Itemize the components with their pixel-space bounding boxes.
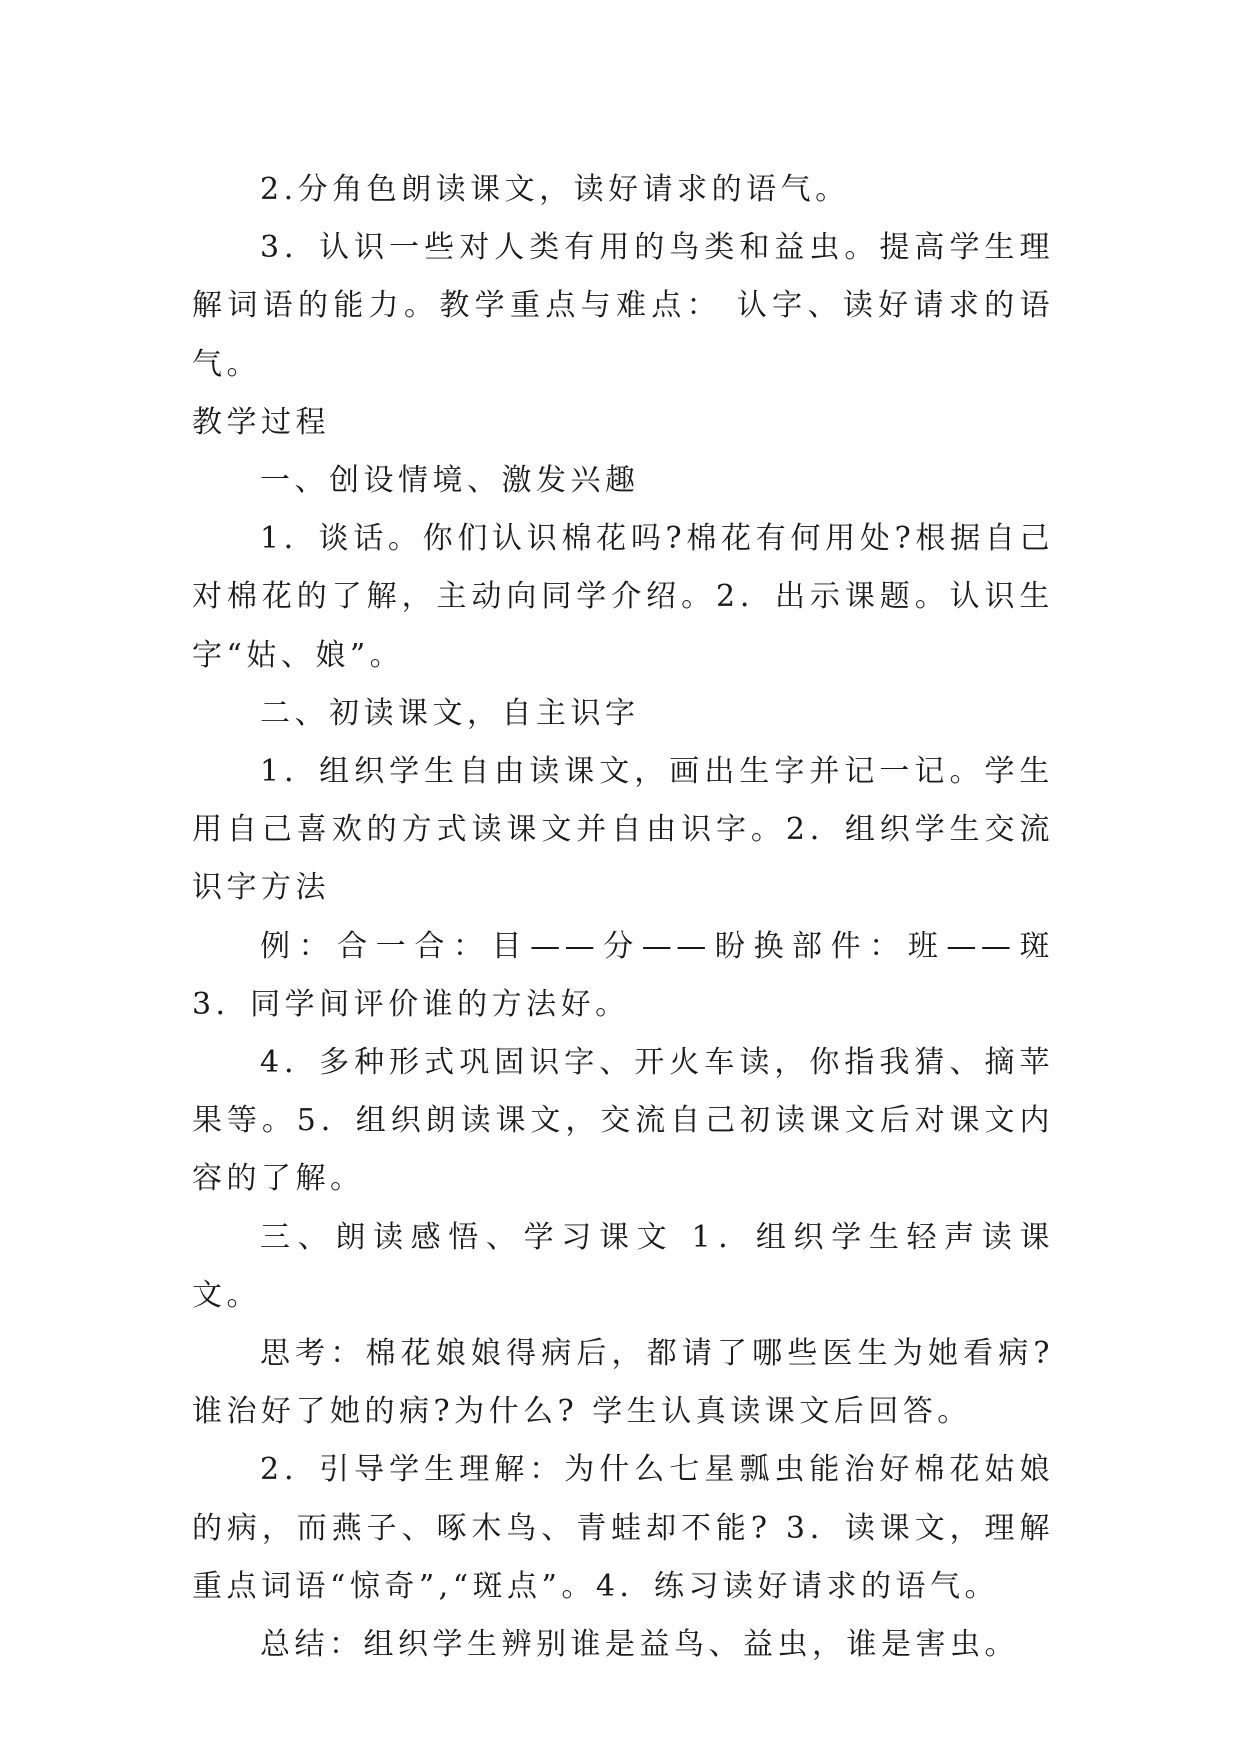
paragraph-step-1: 1．谈话。你们认识棉花吗?棉花有何用处?根据自己对棉花的了解，主动向同学介绍。2．出示课题。认识生字“姑、娘”。 [192,521,1054,673]
section-heading-3: 三、朗读感悟、学习课文 1．组织学生轻声读课文。 [192,1219,1054,1313]
paragraph-guidance: 2．引导学生理解：为什么七星瓢虫能治好棉花姑娘的病，而燕子、啄木鸟、青蛙却不能? 3．读课文，理解重点词语“惊奇”,“斑点”。4．练习读好请求的语气。 [192,1452,1054,1604]
paragraph-thinking: 思考：棉花娘娘得病后，都请了哪些医生为她看病?谁治好了她的病?为什么? 学生认真读课文后回答。 [192,1336,1054,1430]
paragraph-objective-3: 3．认识一些对人类有用的鸟类和益虫。提高学生理解词语的能力。教学重点与难点： 认字、读好请求的语气。 [192,230,1054,382]
section-heading-1: 一、创设情境、激发兴趣 [260,463,640,499]
document-body [192,161,1054,1674]
paragraph-summary: 总结：组织学生辨别谁是益鸟、益虫，谁是害虫。 [260,1627,1019,1663]
paragraph-step-4: 4．多种形式巩固识字、开火车读，你指我猜、摘苹果等。5．组织朗读课文，交流自己初读课文后对课文内容的了解。 [192,1045,1054,1197]
heading-teaching-process: 教学过程 [192,404,330,440]
section-heading-2: 二、初读课文，自主识字 [260,695,640,731]
paragraph-step-2: 1．组织学生自由读课文，画出生字并记一记。学生用自己喜欢的方式读课文并自由识字。2．组织学生交流识字方法 [192,754,1054,906]
paragraph-objective-2: 2.分角色朗读课文，读好请求的语气。 [260,172,850,207]
paragraph-example: 例：合一合：目——分——盼换部件：班——斑 3．同学间评价谁的方法好。 [192,928,1054,1022]
